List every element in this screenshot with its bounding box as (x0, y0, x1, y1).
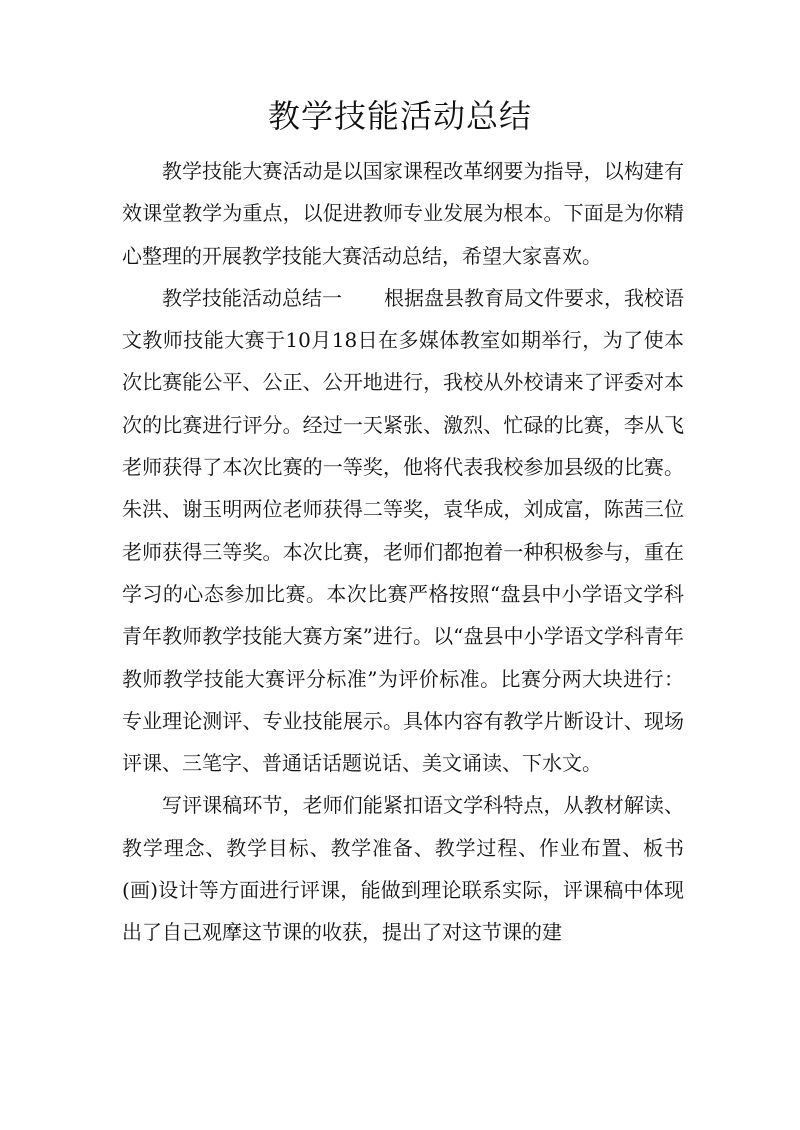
section-one-paragraph (122, 277, 684, 785)
section-one-heading: 教学技能活动总结一 (162, 285, 342, 310)
document-title: 教学技能活动总结 (267, 97, 532, 135)
section-one-text: 根据盘县教育局文件要求，我校语文教师技能大赛于10月18日在多媒体教室如期举行，为了使本次比赛能公平、公正、公开地进行，我校从外校请来了评委对本次的比赛进行评分。经过一天紧张、激烈、忙碌的比赛，李从飞老师获得了本次比赛的一等奖，他将代表我校参加县级的比赛。朱洪、谢玉明两位老师获得二等奖，袁华成，刘成富，陈茜三位老师获得三等奖。本次比赛，老师们都抱着一种积极参与，重在学习的心态参加比赛。本次比赛严格按照“盘县中小学语文学科青年教师教学技能大赛方案”进行。以“盘县中小学语文学科青年教师教学技能大赛评分标准”为评价标准。比赛分两大块进行：专业理论测评、专业技能展示。具体内容有教学片断设计、现场评课、三笔字、普通话话题说话、美文诵读、下水文。 (122, 285, 684, 776)
intro-paragraph: 教学技能大赛活动是以国家课程改革纲要为指导，以构建有效课堂教学为重点，以促进教师专业发展为根本。下面是为你精心整理的开展教学技能大赛活动总结，希望大家喜欢。 (122, 159, 684, 268)
paragraph-three: 写评课稿环节，老师们能紧扣语文学科特点，从教材解读、教学理念、教学目标、教学准备、教学过程、作业布置、板书(画)设计等方面进行评课，能做到理论联系实际，评课稿中体现出了自己观摩这节课的收获，提出了对这节课的建 (122, 793, 684, 945)
document-body (122, 150, 684, 954)
